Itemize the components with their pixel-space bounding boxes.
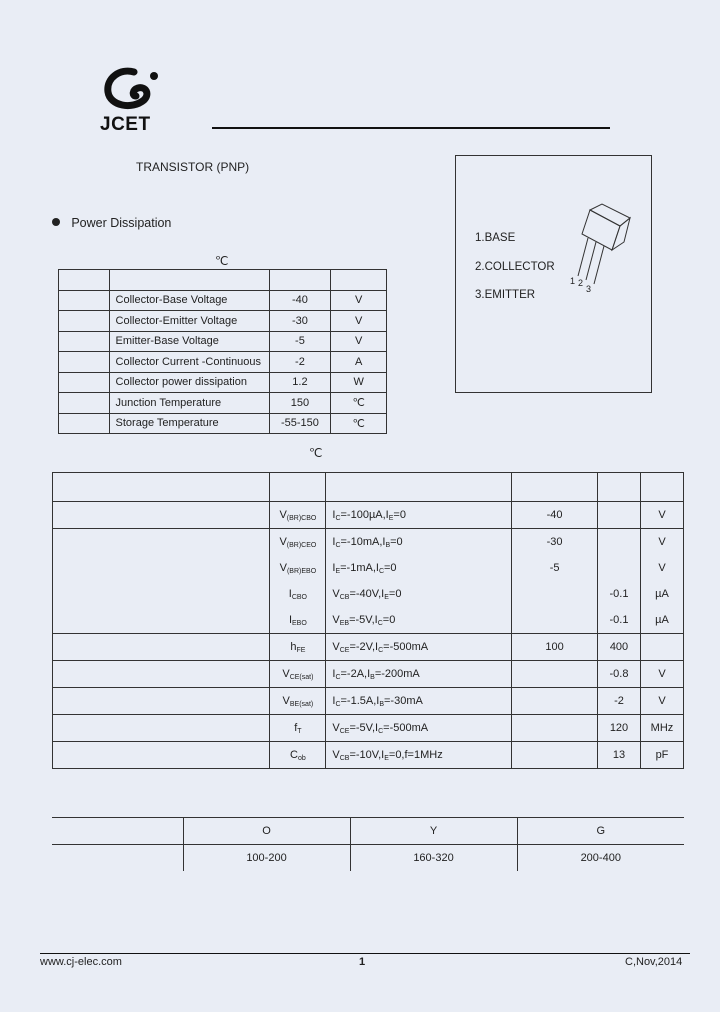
condition-cell: $V_{EB}=-5V,I_C=0$ xyxy=(326,607,512,634)
table-row xyxy=(53,634,684,661)
pin-number-3: 3 xyxy=(586,284,592,294)
rank-label: G xyxy=(517,818,684,845)
unit-cell: pF xyxy=(640,742,683,769)
footer-page-number: 1 xyxy=(359,956,366,968)
max-cell: -0.1 xyxy=(598,607,641,634)
brand-logo xyxy=(100,66,170,136)
table-row xyxy=(53,581,684,607)
symbol-cell: $V_{CE(sat)}$ xyxy=(270,661,326,688)
table-row xyxy=(53,529,684,556)
table-row: Collector-Base Voltage -40 V xyxy=(59,290,387,311)
table-header-row xyxy=(59,270,387,291)
bullet-icon xyxy=(52,218,60,226)
rank-label: O xyxy=(183,818,350,845)
symbol-cell: $V_{(BR)EBO}$ xyxy=(270,555,326,581)
unit-cell: V xyxy=(640,688,683,715)
rank-label: Y xyxy=(350,818,517,845)
min-cell xyxy=(512,607,598,634)
min-cell xyxy=(512,688,598,715)
condition-cell: $V_{CE}=-2V,I_C=-500mA$ xyxy=(326,634,512,661)
max-cell xyxy=(598,555,641,581)
footer-rule xyxy=(40,953,690,954)
min-cell xyxy=(512,581,598,607)
table-row xyxy=(53,555,684,581)
unit-cell: V xyxy=(640,555,683,581)
unit-cell xyxy=(640,634,683,661)
max-cell xyxy=(598,529,641,556)
symbol-cell: $f_T$ xyxy=(270,715,326,742)
footer-website[interactable]: www.cj-elec.com xyxy=(40,956,122,968)
condition-cell: $V_{CE}=-5V,I_C=-500mA$ xyxy=(326,715,512,742)
unit-cell: V xyxy=(640,502,683,529)
condition-cell: $I_C=-10mA,I_B=0$ xyxy=(326,529,512,556)
symbol-cell: $C_{ob}$ xyxy=(270,742,326,769)
min-cell: -30 xyxy=(512,529,598,556)
condition-cell: $I_C=-100\mu A,I_E=0$ xyxy=(326,502,512,529)
elec-chars-table xyxy=(52,472,684,769)
table-header-row xyxy=(53,473,684,502)
table-row xyxy=(53,742,684,769)
min-cell: 100 xyxy=(512,634,598,661)
symbol-cell: $V_{(BR)CEO}$ xyxy=(270,529,326,556)
pin-label-emitter: 3.EMITTER xyxy=(475,289,536,301)
unit-cell: µA xyxy=(640,581,683,607)
range-value: 200-400 xyxy=(517,845,684,872)
symbol-cell: $V_{(BR)CBO}$ xyxy=(270,502,326,529)
unit-cell: V xyxy=(640,529,683,556)
symbol-cell: $h_{FE}$ xyxy=(270,634,326,661)
table-row: Collector-Emitter Voltage -30 V xyxy=(59,311,387,332)
pin-label-base: 1.BASE xyxy=(475,232,516,244)
feature-list xyxy=(52,216,171,230)
condition-cell: $I_C=-1.5A,I_B=-30mA$ xyxy=(326,688,512,715)
condition-cell: $V_{CB}=-40V,I_E=0$ xyxy=(326,581,512,607)
symbol-cell: $I_{EBO}$ xyxy=(270,607,326,634)
to92-package-icon xyxy=(566,198,646,298)
table-row: Collector power dissipation 1.2 W xyxy=(59,372,387,393)
product-title: TRANSISTOR (PNP) xyxy=(136,160,250,174)
max-ratings-unit-note: ℃ xyxy=(215,254,229,268)
condition-cell: $I_E=-1mA,I_C=0$ xyxy=(326,555,512,581)
table-row xyxy=(53,502,684,529)
table-row: Emitter-Base Voltage -5 V xyxy=(59,331,387,352)
pin-number-2: 2 xyxy=(578,278,584,288)
max-cell: -0.8 xyxy=(598,661,641,688)
pin-label-collector: 2.COLLECTOR xyxy=(475,261,555,273)
brand-name: JCET xyxy=(100,114,151,135)
max-cell xyxy=(598,502,641,529)
condition-cell: $I_C=-2A,I_B=-200mA$ xyxy=(326,661,512,688)
pinout-box xyxy=(455,155,652,393)
table-row xyxy=(52,818,684,845)
table-row xyxy=(53,715,684,742)
table-row: Junction Temperature 150 ℃ xyxy=(59,393,387,414)
min-cell: -5 xyxy=(512,555,598,581)
table-row: Collector Current -Continuous -2 A xyxy=(59,352,387,373)
max-cell: 120 xyxy=(598,715,641,742)
max-cell: -2 xyxy=(598,688,641,715)
range-value: 100-200 xyxy=(183,845,350,872)
table-row xyxy=(53,688,684,715)
range-value: 160-320 xyxy=(350,845,517,872)
unit-cell: V xyxy=(640,661,683,688)
elec-chars-unit-note: ℃ xyxy=(309,446,323,460)
pin-number-1: 1 xyxy=(570,276,576,286)
symbol-cell: $V_{BE(sat)}$ xyxy=(270,688,326,715)
hfe-classification-table xyxy=(52,817,684,871)
min-cell xyxy=(512,742,598,769)
unit-cell: MHz xyxy=(640,715,683,742)
min-cell: -40 xyxy=(512,502,598,529)
unit-cell: µA xyxy=(640,607,683,634)
max-cell: -0.1 xyxy=(598,581,641,607)
symbol-cell: $I_{CBO}$ xyxy=(270,581,326,607)
feature-item: Power Dissipation xyxy=(71,216,172,230)
table-row xyxy=(53,607,684,634)
min-cell xyxy=(512,661,598,688)
condition-cell: $V_{CB}=-10V,I_E=0,f=1MHz$ xyxy=(326,742,512,769)
max-cell: 13 xyxy=(598,742,641,769)
max-ratings-table xyxy=(58,269,387,434)
table-row: Storage Temperature -55-150 ℃ xyxy=(59,413,387,434)
min-cell xyxy=(512,715,598,742)
table-row xyxy=(52,845,684,872)
max-cell: 400 xyxy=(598,634,641,661)
footer-date: C,Nov,2014 xyxy=(625,956,683,968)
jcet-swirl-logo-icon xyxy=(102,66,162,112)
header-rule xyxy=(212,127,610,129)
table-row xyxy=(53,661,684,688)
